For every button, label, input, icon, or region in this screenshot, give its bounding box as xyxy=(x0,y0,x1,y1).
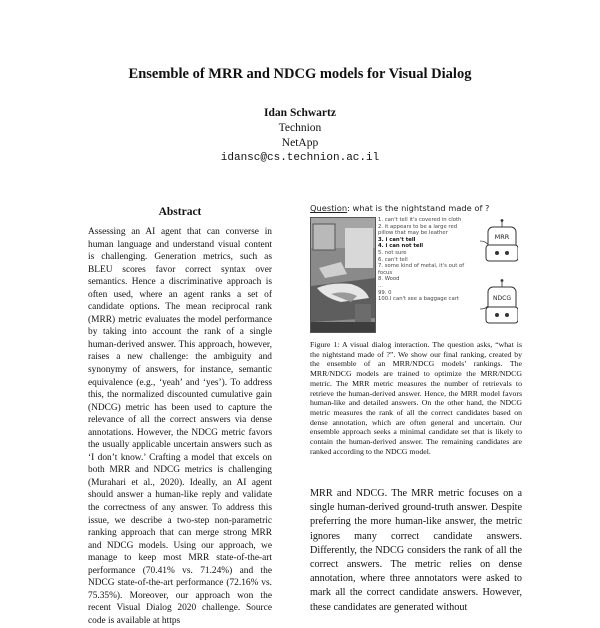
ranking-item: 3. i can't tell xyxy=(378,236,416,243)
question-label: Question xyxy=(310,203,348,213)
abstract-text: Assessing an AI agent that can converse in human language and understand visual content is challenging. Generation metrics, such as BLEU scores favor correct syntax over semantics. Hence a discriminative approach is often used, where an agent ranks a set of candidate options. The mean reciprocal rank (MRR) metric evaluates the model performance by taking into account the rank of a single human-derived answer. This approach, however, raises a new challenge: the ambiguity and synonymy of answers, for instance, semantic equivalence (e.g., ‘yeah’ and ‘yes’). To address this, the normalized discounted cumulative gain (NDCG) metric has been used to capture the relevance of all the correct answers via dense annotations. However, the NDCG metric favors the usually applicable uncertain answers such as ‘I don’t know.’ Crafting a model that excels on both MRR and NDCG metrics is challenging (Murahari et al., 2020). Ideally, an AI agent should answer a human-like reply and validate the correctness of any answer. To address this issue, we describe a two-step non-parametric ranking approach that can merge strong MRR and NDCG models. Using our approach, we manage to keep most MRR state-of-the-art performance (70.41% vs. 71.24%) and the NDCG state-of-the-art performance (72.16% vs. 75.35%). Moreover, our approach won the recent Visual Dialog 2020 challenge. Source code is available at https xyxy=(88,227,272,626)
mrr-robot-icon xyxy=(486,219,518,261)
models-diagram xyxy=(476,217,518,337)
ranking-item: 2. it appears to be a large red pillow that may be leather xyxy=(378,223,458,237)
author-email: idansc@cs.technion.ac.il xyxy=(220,152,380,164)
mrr-label: MRR xyxy=(494,233,510,241)
ranking-item: 100.I can't see a baggage cart xyxy=(378,296,459,303)
ranking-item: 1. can't tell it's covered in cloth xyxy=(378,217,462,223)
bedroom-photo xyxy=(310,217,376,333)
abstract-heading: Abstract xyxy=(158,206,202,218)
ranking-item: 8. Wood xyxy=(378,276,400,283)
bedroom-photo-drawing xyxy=(311,218,375,332)
ranking-item: 6. can't tell xyxy=(378,256,408,263)
ndcg-label: NDCG xyxy=(493,295,511,302)
ranking-item: ... xyxy=(378,282,384,289)
ranking-item: 99. 0 xyxy=(378,289,392,296)
figure-1 xyxy=(310,203,518,343)
ndcg-robot-icon xyxy=(486,279,518,323)
answer-ranking xyxy=(378,217,474,303)
ranking-item: 7. some kind of metal, it's out of focus xyxy=(378,263,465,276)
figure-caption: Figure 1: A visual dialog interaction. The question asks, “what is the nightstand made of ?”. We show our final ranking, created by the ensemble of an MRR/NDCG models’ rankings. The MRR/NDCG models are trained to optimize the MRR/NDCG metric. The MRR metric measures the number of retrievals to retrieve the human-derived answer. Hence, the MRR model favors human-like and detailed answers. On the other hand, the NDCG metric measures the rank of all the correct candidates based on dense annotation, which are often general and uncertain. Our ensemble approach seeks a minimal candidate set that is likely to contain the human-derived answer. The remaining candidates are ranked according to the NDCG model. xyxy=(310,340,522,456)
affiliation-netapp: NetApp xyxy=(281,137,319,149)
question-text: : what is the nightstand made of ? xyxy=(347,203,490,213)
author-name: Idan Schwartz xyxy=(264,107,336,119)
ranking-item: 4. i can not tell xyxy=(378,243,424,250)
figure-question xyxy=(310,203,489,213)
author-block xyxy=(0,106,600,166)
ranking-item: 5. not sure xyxy=(378,249,407,256)
body-paragraph: MRR and NDCG. The MRR metric focuses on a single human-derived ground-truth answer. Despite preferring the more human-like answer, the metric ignores many correct candidate answers. Differently, the NDCG considers the rank of all the correct answers. The metric relies on dense annotation, where three annotators were asked to mark all the correct candidate answers. However, these candidates are generated without xyxy=(310,488,522,613)
paper-title: Ensemble of MRR and NDCG models for Visual Dialog xyxy=(128,66,472,82)
affiliation-technion: Technion xyxy=(278,122,322,134)
